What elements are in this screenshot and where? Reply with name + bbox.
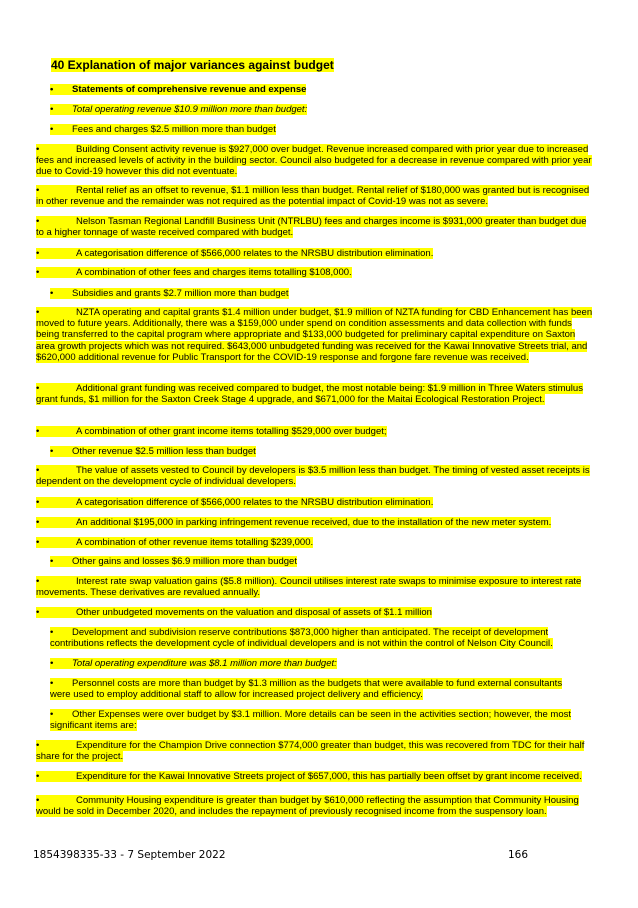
list-item: • Personnel costs are more than budget by $1.3 million as the budgets that were available to fund external consultants were used to employ additional staff to allow for increased project delivery and efficiency. [50,678,563,701]
list-item: • Other revenue $2.5 million less than budget [50,446,256,457]
list-item: • Building Consent activity revenue is $927,000 over budget. Revenue increased compared with prior year due to increased fees and increased levels of activity in the building sector. Council also budgeted for a decrease in revenue compared with prior year due to Covid-19 however this did not eventuate. [36,144,592,178]
list-item: • Expenditure for the Kawai Innovative Streets project of $657,000, this has partially been offset by grant income received. [36,771,582,782]
list-item: • Total operating revenue $10.9 million more than budget: [50,104,308,115]
list-item: • A combination of other fees and charges items totalling $108,000. [36,267,352,278]
list-item: • A categorisation difference of $566,000 relates to the NRSBU distribution elimination. [36,248,434,259]
list-item: • Other unbudgeted movements on the valuation and disposal of assets of $1.1 million [36,607,432,618]
list-item: • Nelson Tasman Regional Landfill Business Unit (NTRLBU) fees and charges income is $931,000 greater than budget due to a higher tonnage of waste received compared with budget. [36,216,587,239]
list-item: • Expenditure for the Champion Drive connection $774,000 greater than budget, this was recovered from TDC for their half share for the project. [36,740,585,763]
list-item: • Fees and charges $2.5 million more than budget [50,124,276,135]
list-item: • Other Expenses were over budget by $3.1 million. More details can be seen in the activities section; however, the most significant items are: [50,709,572,732]
list-item: • An additional $195,000 in parking infringement revenue received, due to the installation of the new meter system. [36,517,552,528]
list-item: • Interest rate swap valuation gains ($5.8 million). Council utilises interest rate swaps to minimise exposure to interest rate movements. These derivatives are revalued annually. [36,576,582,599]
list-item: • Additional grant funding was received compared to budget, the most notable being: $1.9 million in Three Waters stimulus grant funds, $1 million for the Saxton Creek Stage 4 upgrade, and $671,000 for the Maitai Ecological Restoration Project. [36,383,583,406]
list-item: • Total operating expenditure was $8.1 million more than budget: [50,658,337,669]
section-heading: 40 Explanation of major variances against budget [51,58,334,72]
list-item: • A categorisation difference of $566,000 relates to the NRSBU distribution elimination. [36,497,434,508]
footer-page-number: 166 [508,849,529,861]
list-item: • Development and subdivision reserve contributions $873,000 higher than anticipated. The receipt of development contributions reflects the development cycle of individual developers and is not within the control of Nelson City Council. [50,627,553,650]
footer-document-id: 1854398335-33 - 7 September 2022 [33,849,226,861]
list-item: • NZTA operating and capital grants $1.4 million under budget, $1.9 million of NZTA funding for CBD Enhancement has been moved to future years. Additionally, there was a $159,000 under spend on condition assessments and data collection with funds being transferred to the capital program where appropriate and $133,000 budgeted for preliminary capital expenditure on Saxton area growth projects which was not required. $643,000 unbudgeted funding was received for the Kawai Innovative Streets trial, and $620,000 additional revenue for Public Transport for the COVID-19 response and forgone fare revenue was received. [36,307,593,363]
list-item: • A combination of other grant income items totalling $529,000 over budget; [36,426,387,437]
list-item: • Other gains and losses $6.9 million more than budget [50,556,297,567]
list-item: • The value of assets vested to Council by developers is $3.5 million less than budget. The timing of vested asset receipts is dependent on the development cycle of individual developers. [36,465,590,488]
list-item: • Rental relief as an offset to revenue, $1.1 million less than budget. Rental relief of $180,000 was granted but is recognised in other revenue and the remainder was not required as the potential impact of Covid-19 was not as severe. [36,185,590,208]
list-item: • Subsidies and grants $2.7 million more than budget [50,288,289,299]
list-item: • Community Housing expenditure is greater than budget by $610,000 reflecting the assumption that Community Housing would be sold in December 2020, and includes the repayment of previously recognised income from the suspensory loan. [36,795,579,818]
list-item: • Statements of comprehensive revenue and expense [50,84,307,95]
list-item: • A combination of other revenue items totalling $239,000. [36,537,314,548]
